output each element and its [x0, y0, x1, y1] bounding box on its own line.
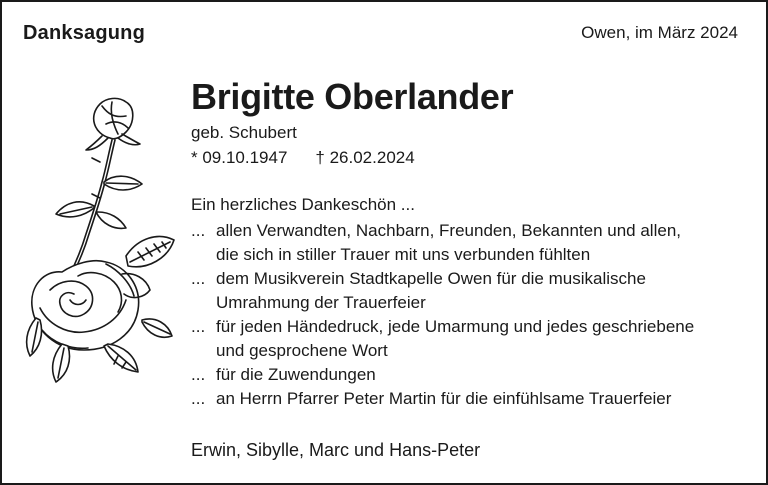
thanks-intro: Ein herzliches Dankeschön ...: [191, 195, 415, 214]
bullet-marker: ...: [191, 365, 206, 384]
thanks-line-text: die sich in stiller Trauer mit uns verbunden fühlten: [216, 245, 591, 264]
birth-date: * 09.10.1947: [191, 148, 288, 167]
bullet-marker: ...: [191, 389, 206, 408]
thanks-line: [191, 267, 761, 291]
signature: Erwin, Sibylle, Marc und Hans-Peter: [191, 440, 481, 460]
thanks-line: [191, 291, 761, 315]
deceased-name: Brigitte Oberlander: [191, 76, 514, 117]
thanks-line: [191, 339, 761, 363]
rose-icon: [22, 94, 182, 384]
thanks-line-text: für jeden Händedruck, jede Umarmung und jedes geschriebene: [216, 317, 695, 336]
page-title: Danksagung: [23, 22, 146, 44]
thanks-list: [191, 219, 761, 411]
bullet-marker: ...: [191, 221, 206, 240]
thanks-line-text: dem Musikverein Stadtkapelle Owen für die musikalische: [216, 269, 646, 288]
place-date: Owen, im März 2024: [581, 23, 738, 42]
death-date: † 26.02.2024: [315, 148, 415, 167]
bullet-marker: ...: [191, 317, 206, 336]
thanks-line-text: an Herrn Pfarrer Peter Martin für die einfühlsame Trauerfeier: [216, 389, 672, 408]
thanks-line-text: allen Verwandten, Nachbarn, Freunden, Bekannten und allen,: [216, 221, 681, 240]
bullet-marker: ...: [191, 269, 206, 288]
life-dates: [191, 148, 415, 168]
thanks-line: [191, 315, 761, 339]
thanks-line-text: für die Zuwendungen: [216, 365, 376, 384]
maiden-name: geb. Schubert: [191, 123, 297, 142]
thanks-line: [191, 243, 761, 267]
thanks-line-text: und gesprochene Wort: [216, 341, 388, 360]
thanks-line: [191, 387, 761, 411]
thanks-line: [191, 219, 761, 243]
thanks-line-text: Umrahmung der Trauerfeier: [216, 293, 426, 312]
thanks-line: [191, 363, 761, 387]
